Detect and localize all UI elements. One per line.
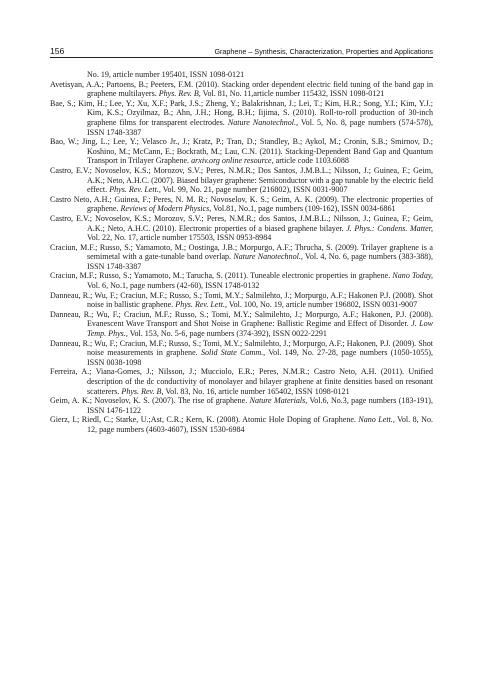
reference-journal: J. Low Temp. Phys., xyxy=(87,319,433,339)
reference-details: Vol. 100, No. 19, article number 196802, ISSN 0031-9007 xyxy=(226,300,418,310)
reference-entry xyxy=(50,291,433,310)
reference-details: Vol. 8, No. 12, page numbers (4603-4607), ISSN 1530-6984 xyxy=(87,415,433,434)
reference-entry xyxy=(50,415,433,434)
reference-journal: Nano Lett., xyxy=(358,415,395,425)
reference-journal: Phys. Rev. Lett., xyxy=(175,300,227,310)
reference-entry xyxy=(50,80,433,99)
reference-entry xyxy=(50,70,433,80)
reference-journal: arxiv.org online resource, xyxy=(191,156,274,166)
reference-list xyxy=(50,70,433,435)
page-header xyxy=(50,46,433,56)
reference-text: Geim, A. K.; Novoselov, K. S. (2007). The rise of graphene. xyxy=(50,396,250,406)
reference-journal: Nature Materials, xyxy=(249,396,308,406)
reference-entry xyxy=(50,339,433,368)
reference-details: Vol.81, No.1, page numbers (109-162), ISSN 0034-6861 xyxy=(211,204,396,214)
reference-entry xyxy=(50,243,433,272)
reference-entry xyxy=(50,214,433,243)
reference-text: Danneau, R.; Wu, F.; Craciun, M.F.; Russo, S.; Tomi, M.Y.; Salmilehto, J.; Morpurgo, A.F.; Hakonen P.J. (2008). Shot noise in ballistic graphene. xyxy=(50,290,433,310)
reference-entry xyxy=(50,166,433,195)
reference-journal: Reviews of Modern Physics, xyxy=(120,204,212,214)
reference-text: Craciun, M.F.; Russo, S.; Yamamoto, M.; Tarucha, S. (2011). Tuneable electronic properties in graphene. xyxy=(50,271,393,281)
reference-entry xyxy=(50,195,433,214)
reference-details: Vol. 153, No. 5-6, page numbers (374-392), ISSN 0022-2291 xyxy=(127,329,327,339)
reference-entry xyxy=(50,137,433,166)
reference-details: Vol. 149, No. 27-28, page numbers (1050-1055), ISSN 0038-1098 xyxy=(87,348,433,367)
reference-text: Danneau, R.; Wu, F.; Craciun, M.F.; Russo, S.; Tomi, M.Y.; Salmilehto, J.; Morpurgo, A.F.; Hakonen, P.J. (2008). Evanescent Wave Transport and Shot Noise in Graphene: Ballistic Regime and Effect of Disorder. xyxy=(50,309,433,329)
reference-entry xyxy=(50,396,433,415)
reference-text: Bao, W.; Jing, L.; Lee, Y.; Velasco Jr., J.; Kratz, P.; Tran, D.; Standley, B.; Aykol, M.; Cronin, S.B.; Smirnov, D.; Koshino, M.; McCann, E.; Bockrath, M.; Lau, C.N. (2011). Stacking-Dependent Band Gap and Quantum Transport in Trilayer Graphene. xyxy=(50,137,433,166)
reference-details: Vol. 22, No. 17, article number 175503, ISSN 0953-8984 xyxy=(87,233,272,243)
reference-text: Avetisyan, A.A.; Partoens, B.; Peeters, F.M. (2010). Stacking order dependent electric field tuning of the band gap in graphene multilayers. xyxy=(50,79,433,99)
reference-entry xyxy=(50,271,433,290)
reference-text: Craciun, M.F.; Russo, S.; Yamamoto, M.; Oostinga, J.B.; Morpurgo, A.F.; Thrucha, S. (2009). Trilayer graphene is a semimetal with a gate-tunable band overlap. xyxy=(50,242,433,262)
reference-text: Gierz, I.; Riedl, C.; Starke, U.;Ast, C.R.; Kern, K. (2008). Atomic Hole Doping of Graphene. xyxy=(50,415,359,425)
header-rule xyxy=(50,57,433,58)
reference-details: Vol. 6, No.1, page numbers (42-60), ISSN 1748-0132 xyxy=(87,281,260,291)
reference-text: Bae, S.; Kim, H.; Lee, Y.; Xu, X.F.; Park, J.S.; Zheng, Y.; Balakrishnan, J.; Lei, T.; Kim, H.R.; Song, Y.I.; Kim, Y.J.; Kim, K.S.; Ozyilmaz, B.; Ahn, J.H.; Hong, B.H.; Iijima, S. (2010). Roll-to-roll production of 30-inch graphene films for transparent electrodes. xyxy=(50,98,433,127)
reference-journal: Phys. Rev. B, xyxy=(158,89,201,99)
reference-text: Castro Neto, A.H.; Guinea, F.; Peres, N. M. R.; Novoselov, K. S.; Geim, A. K. (2009). The electronic properties of graphene. xyxy=(50,194,433,214)
reference-details: Vol. 5, No. 8, page numbers (574-578), ISSN 1748-3387 xyxy=(87,117,433,137)
reference-journal: Nano Today, xyxy=(392,271,433,281)
page-number: 156 xyxy=(50,46,65,56)
reference-journal: Nature Nanotechnol., xyxy=(233,252,303,262)
reference-text: Danneau, R.; Wu, F.; Craciun, M.F.; Russo, S.; Tomi, M.Y.; Salmilehto, J.; Morpurgo, A.F.; Hakonen, P.J. (2009). Shot noise measurements in graphene. xyxy=(50,338,433,358)
reference-text: No. 19, article number 195401, ISSN 1098-0121 xyxy=(87,70,245,79)
reference-journal: Solid State Comm., xyxy=(200,348,266,358)
reference-details: Vol. 99, No. 21, page number (216802), ISSN 0031-9007 xyxy=(160,185,348,195)
reference-details: article code 1103.6088 xyxy=(273,156,349,166)
reference-details: Vol.6, No.3, page numbers (183-191), ISSN 1476-1122 xyxy=(87,396,433,415)
reference-journal: Phys. Rev. Lett., xyxy=(109,185,161,195)
reference-entry xyxy=(50,367,433,396)
reference-details: Vol. 81, No. 11,article number 115432, ISSN 1098-0121 xyxy=(200,89,385,99)
reference-details: Vol. 4, No. 6, page numbers (383-388), ISSN 1748-3387 xyxy=(87,252,433,271)
reference-details: Vol. 83, No. 16, article number 165402, ISSN 1098-0121 xyxy=(163,386,350,396)
reference-journal: Nature Nanotechnol., xyxy=(227,117,299,127)
reference-journal: J. Phys.: Condens. Matter, xyxy=(346,223,433,233)
reference-entry xyxy=(50,99,433,137)
reference-text: Castro, E.V.; Novoselov, K.S.; Morozov, S.V.; Peres, N.M.R.; Dos Santos, J.M.B.L.; Nilsson, J.; Guinea, F.; Geim, A.K.; Neto, A.H.C. (2007). Biased bilayer graphene: Semiconductor with a gap tunable by the electric field effect. xyxy=(50,165,433,195)
reference-journal: Phys. Rev. B, xyxy=(121,386,164,396)
running-title: Graphene – Synthesis, Characterization, Properties and Applications xyxy=(214,47,433,56)
reference-text: Ferreira, A.; Viana-Gomes, J.; Nilsson, J.; Mucciolo, E.R.; Peres, N.M.R.; Castro Neto, A.H. (2011). Unified description of the dc conductivity of monolayer and bilayer graphene at finite densities based on resonant scatterers. xyxy=(50,367,433,396)
reference-text: Castro, E.V.; Novoselov, K.S.; Morozov, S.V.; Peres, N.M.R.; dos Santos, J.M.B.L.; Nilsson, J.; Guinea, F.; Geim, A.K.; Neto, A.H.C. (2010). Electronic properties of a biased graphene bilayer. xyxy=(50,213,433,233)
reference-entry xyxy=(50,310,433,339)
